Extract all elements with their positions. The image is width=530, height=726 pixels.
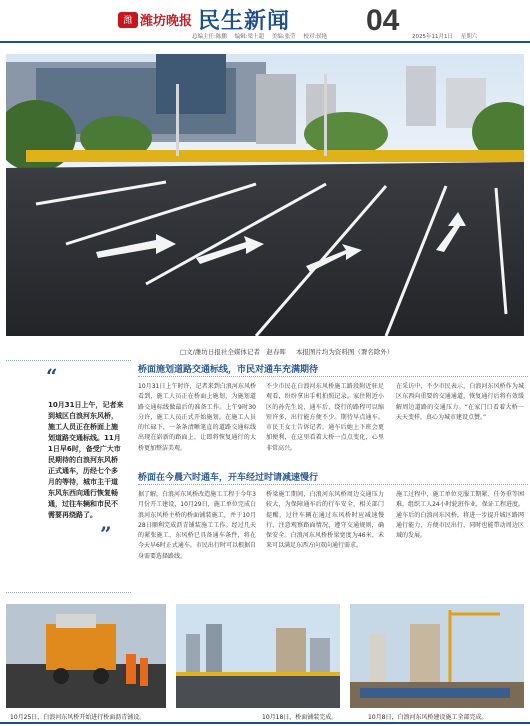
byline-photo-credit: 本报图片均为资料图（署名除外） (295, 348, 394, 356)
byline (180, 347, 401, 356)
photo-caption: 10月8日，白浪河东风桥建设施工全部完成。 (368, 714, 488, 721)
pull-quote: 10月31日上午，记者来到城区白浪河东风桥，施工人员正在桥面上施划道路交通标线。11月1日早6时，备受广大市民期待的白浪河东风桥正式通车，历经七个多月的等待，城市主干道东风东西向通行恢复畅通，过往车辆和市民不需要再绕路了。 (48, 401, 124, 519)
byline-author: □文/潍坊日报社全媒体记者 赵春晖 (180, 348, 286, 356)
brand (118, 4, 290, 35)
footer-rule (0, 722, 530, 724)
staff-editor: 编辑:梁士超 (234, 34, 264, 40)
close-quote-icon: ” (100, 522, 112, 546)
article-column: 在采访中，不少市民表示，白浪河东风桥作为城区东西向重要的交通通道，恢复通行后将有效缓解周边道路的交通压力。“在家门口看着大桥一天天变样，真心为城市建设点赞。” (396, 383, 524, 421)
staff-line (192, 32, 333, 40)
open-quote-icon: “ (46, 364, 58, 388)
section-heading: 桥面施划道路交通标线，市民对通车充满期待 (138, 365, 319, 375)
masthead (0, 0, 530, 42)
article-column: 施工过程中，施工单位克服工期紧、任务重等困难，组织工人24小时轮班作业，保证工程进度。通车后的白浪河东风桥，将进一步提升城区路网通行能力，方便市民出行，同时也能带动周边区域的发展。 (396, 491, 524, 540)
quote-divider (6, 592, 131, 593)
bridge-surface-photo (176, 604, 340, 708)
section-rule (138, 484, 528, 485)
issue-date: 2025年11月1日 (412, 34, 453, 40)
bridge-construction-photo (350, 604, 524, 708)
newspaper-name: 潍坊晚报 (140, 14, 193, 29)
staff-editor: 总编主任:陈鹏 (192, 34, 227, 40)
issue-weekday: 星期六 (460, 34, 478, 40)
paving-machine-photo (6, 604, 166, 708)
article-column: 不少市民在白浪河东风桥施工路段附近驻足观看，纷纷拿出手机拍照记录。家住附近小区的孙先生说，通车后，绕行的路程可以缩短许多，出行能方便不少。期待早点通车。市民王女士告诉记者，通车后她上下班会更加便利，在这里看着大桥一点点变化，心里非常高兴。 (266, 383, 384, 452)
date-line (412, 32, 483, 40)
newspaper-logo-icon: 潍 (118, 12, 138, 28)
bridge-road-photo (6, 54, 524, 336)
quote-divider (6, 360, 131, 361)
photo-construction (350, 604, 524, 708)
staff-designer: 美编:张莹 (271, 34, 296, 40)
section-rule (138, 376, 528, 377)
article-column: 据了解，白浪河东风桥改造施工工程于今年3月份开工建设，10月29日，施工单位完成白浪河东风桥主桥的桥面铺装施工，并于10月28日顺利完成沥青铺装施工工作。经过几天的紧张施工，东风桥已具备通车条件，将在今天早6时正式通车。市民出行时可以根据自身需要选择路线。 (138, 491, 256, 560)
masthead-rule (0, 41, 530, 43)
photo-caption: 10月25日，白浪河东风桥开始进行桥面沥青铺设。 (10, 714, 146, 721)
photo-paving (6, 604, 166, 708)
photo-caption: 10月18日，桥面铺装完成。 (262, 714, 338, 721)
photo-bridge-surface (176, 604, 340, 708)
section-heading: 桥面在今晨六时通车，开车经过时请减速慢行 (138, 473, 319, 483)
column-title: 民生新闻 (198, 8, 291, 34)
article-column: 桥梁施工期间，白浪河东风桥周边交通压力较大，为保障通车后的行车安全，相关部门提醒，过往车辆在通过东风桥时应减速慢行，注意观察路面情况，遵守交通规则，确保安全。白浪河东风桥桥梁宽度为46米，未来可以满足东西方向双向通行需求。 (266, 491, 384, 550)
article-column: 10月31日上午时许，记者来到白浪河东风桥看到，施工人员正在桥面上施划，为施划道路交通标线做最后的准备工作。上午9时30分许，施工人员正式开始施划。在施工人员的忙碌下，一条条清晰笔直的道路交通标线出现在崭新的路面上，让即将恢复通行的大桥更加整洁美观。 (138, 383, 256, 452)
hero-photo (6, 54, 524, 336)
page-number: 04 (366, 4, 400, 37)
staff-proofreader: 校对:侯艳 (303, 34, 328, 40)
